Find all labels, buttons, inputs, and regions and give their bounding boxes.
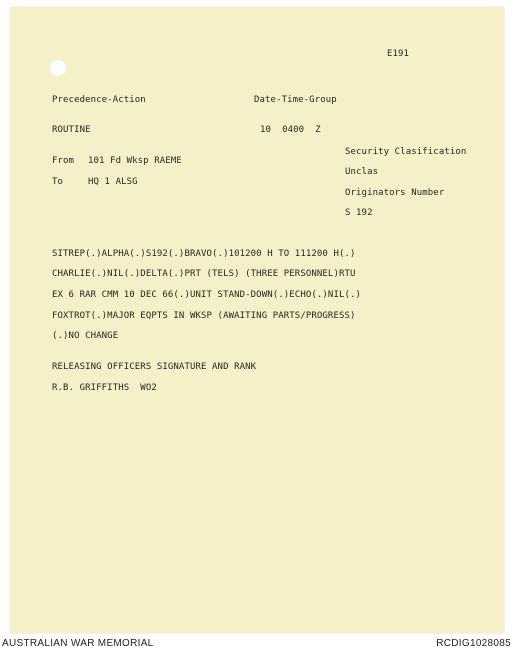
- security-classification-label: Security Clasification: [345, 147, 467, 157]
- releasing-officer-label: RELEASING OFFICERS SIGNATURE AND RANK: [52, 362, 257, 372]
- footer-record-id: RCDIG1028085: [436, 638, 511, 649]
- precedence-label: Precedence-Action: [52, 95, 146, 105]
- security-classification-value: Unclas: [345, 167, 379, 177]
- releasing-officer-signature: R.B. GRIFFITHS WO2: [52, 383, 157, 393]
- message-line: (.)NO CHANGE: [52, 331, 119, 341]
- from-label: From: [52, 156, 75, 166]
- document-reference: E191: [387, 49, 410, 59]
- document-sheet: [10, 7, 504, 633]
- message-line: SITREP(.)ALPHA(.)S192(.)BRAVO(.)101200 H TO 111200 H(.): [52, 249, 356, 259]
- precedence-value: ROUTINE: [52, 125, 91, 135]
- originators-number-value: S 192: [345, 208, 373, 218]
- punch-hole: [50, 60, 66, 76]
- date-time-group-value: 10 0400 Z: [260, 125, 321, 135]
- message-line: EX 6 RAR CMM 10 DEC 66(.)UNIT STAND-DOWN(.)ECHO(.)NIL(.): [52, 290, 362, 300]
- originators-number-label: Originators Number: [345, 188, 445, 198]
- message-line: FOXTROT(.)MAJOR EQPTS IN WKSP (AWAITING PARTS/PROGRESS): [52, 311, 356, 321]
- footer-institution: AUSTRALIAN WAR MEMORIAL: [2, 638, 154, 649]
- to-label: To: [52, 177, 64, 187]
- from-value: 101 Fd Wksp RAEME: [88, 156, 182, 166]
- message-line: CHARLIE(.)NIL(.)DELTA(.)PRT (TELS) (THREE PERSONNEL)RTU: [52, 269, 356, 279]
- date-time-group-label: Date-Time-Group: [254, 95, 337, 105]
- to-value: HQ 1 ALSG: [88, 177, 138, 187]
